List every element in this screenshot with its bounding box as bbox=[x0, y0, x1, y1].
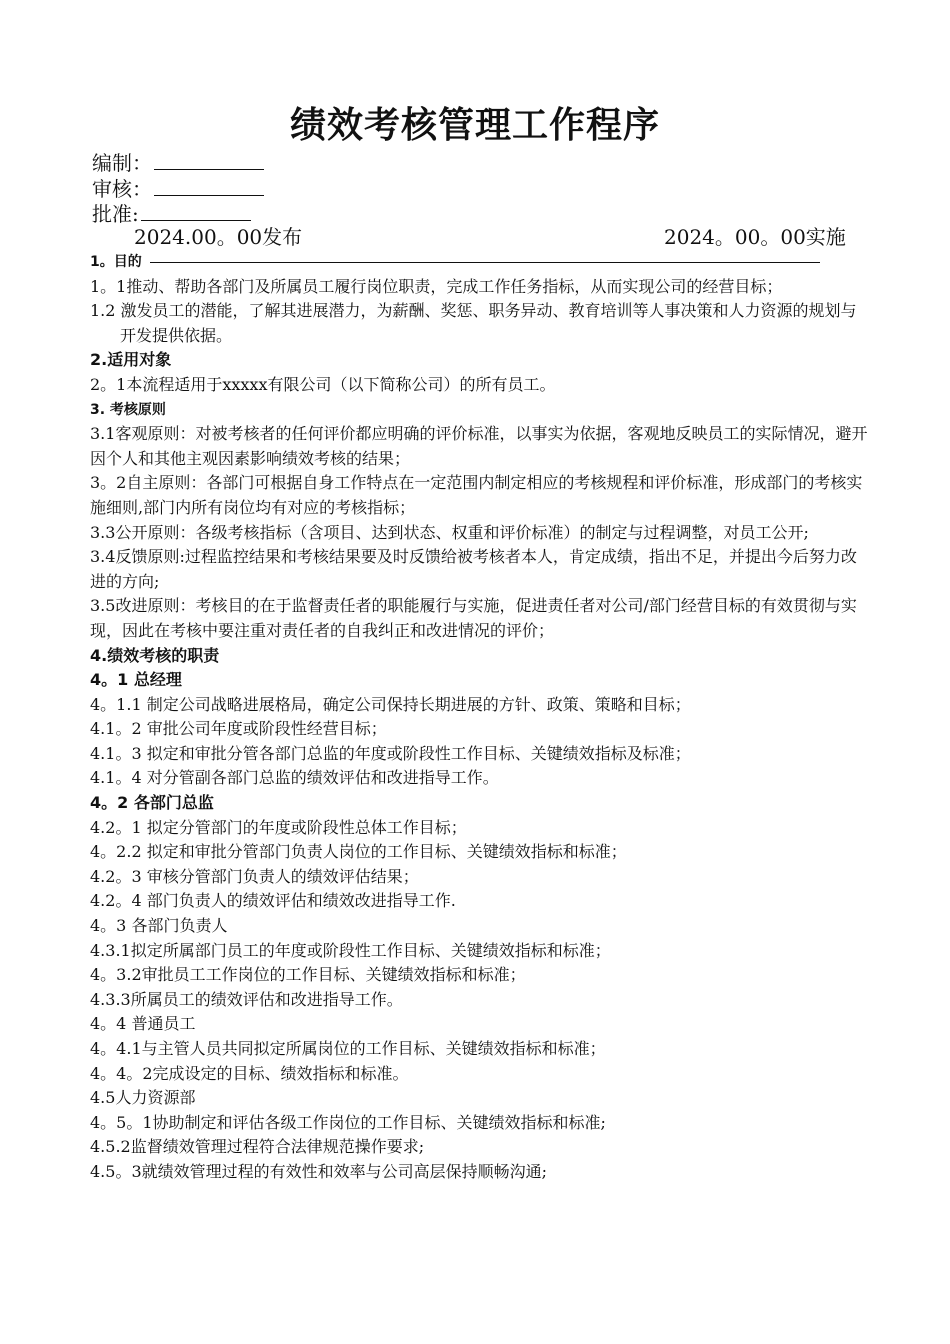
approve-label: 批准: bbox=[92, 202, 139, 226]
paragraph: 1.2 激发员工的潜能，了解其进展潜力，为薪酬、奖惩、职务异动、教育培训等人事决策和人力资源的规划与开发提供依据。 bbox=[90, 301, 857, 345]
paragraph: 4.5。3就绩效管理过程的有效性和效率与公司高层保持顺畅沟通; bbox=[90, 1161, 548, 1181]
paragraph: 1。1推动、帮助各部门及所属员工履行岗位职责，完成工作任务指标，从而实现公司的经营目标； bbox=[90, 276, 783, 296]
paragraph: 4。4。2完成设定的目标、绩效指标和标准。 bbox=[90, 1063, 409, 1083]
paragraph: 4.1。3 拟定和审批分管各部门总监的年度或阶段性工作目标、关键绩效指标及标准； bbox=[90, 743, 691, 763]
paragraph: 4.1。2 审批公司年度或阶段性经营目标； bbox=[90, 719, 387, 739]
paragraph: 2。1本流程适用于xxxxx有限公司（以下简称公司）的所有员工。 bbox=[90, 374, 556, 394]
paragraph: 4。2.2 拟定和审批分管部门负责人岗位的工作目标、关键绩效指标和标准； bbox=[90, 842, 627, 862]
paragraph: 4。4 普通员工 bbox=[90, 1014, 196, 1034]
paragraph: 3.1客观原则：对被考核者的任何评价都应明确的评价标准，以事实为依据，客观地反映员工的实际情况，避开因个人和其他主观因素影响绩效考核的结果； bbox=[90, 424, 868, 468]
paragraph: 3。2自主原则：各部门可根据自身工作特点在一定范围内制定相应的考核规程和评价标准，形成部门的考核实施细则,部门内所有岗位均有对应的考核指标； bbox=[90, 473, 863, 517]
section-heading: 4。2 各部门总监 bbox=[90, 793, 214, 813]
paragraph: 4.5人力资源部 bbox=[90, 1088, 196, 1108]
paragraph: 4。3 各部门负责人 bbox=[90, 916, 228, 936]
paragraph: 4.5.2监督绩效管理过程符合法律规范操作要求; bbox=[90, 1137, 425, 1157]
section-heading: 1。目的 bbox=[90, 254, 142, 270]
paragraph: 4。1.1 制定公司战略进展格局，确定公司保持长期进展的方针、政策、策略和目标； bbox=[90, 694, 691, 714]
paragraph: 4.2。3 审核分管部门负责人的绩效评估结果； bbox=[90, 866, 419, 886]
document-title: 绩效考核管理工作程序 bbox=[289, 105, 660, 146]
paragraph: 3.3公开原则：各级考核指标（含项目、达到状态、权重和评价标准）的制定与过程调整，对员工公开; bbox=[90, 522, 809, 542]
paragraph: 4。5。1协助制定和评估各级工作岗位的工作目标、关键绩效指标和标准; bbox=[90, 1112, 606, 1132]
section-heading: 4。1 总经理 bbox=[90, 670, 182, 690]
signoff-compile bbox=[92, 150, 264, 176]
review-blank bbox=[154, 177, 264, 196]
paragraph: 4.3.1拟定所属部门员工的年度或阶段性工作目标、关键绩效指标和标准； bbox=[90, 940, 611, 960]
paragraph: 4。4.1与主管人员共同拟定所属岗位的工作目标、关键绩效指标和标准； bbox=[90, 1039, 606, 1058]
approve-blank bbox=[141, 202, 251, 221]
signoff-review bbox=[92, 176, 264, 202]
review-label: 审核： bbox=[92, 177, 152, 201]
implement-date: 2024。00。00实施 bbox=[664, 225, 846, 249]
document-body bbox=[90, 250, 870, 1185]
publish-date: 2024.00。00发布 bbox=[134, 225, 303, 249]
section-heading: 2.适用对象 bbox=[90, 350, 172, 370]
compile-label: 编制： bbox=[92, 151, 152, 175]
compile-blank bbox=[154, 151, 264, 170]
paragraph: 4.1。4 对分管副各部门总监的绩效评估和改进指导工作。 bbox=[90, 768, 499, 788]
section-heading: 4.绩效考核的职责 bbox=[90, 645, 220, 665]
paragraph: 4.2。1 拟定分管部门的年度或阶段性总体工作目标； bbox=[90, 817, 467, 837]
paragraph: 3.5改进原则：考核目的在于监督责任者的职能履行与实施，促进责任者对公司/部门经营目标的有效贯彻与实现，因此在考核中要注重对责任者的自我纠正和改进情况的评价； bbox=[90, 596, 857, 640]
paragraph: 4。3.2审批员工工作岗位的工作目标、关键绩效指标和标准； bbox=[90, 965, 526, 985]
paragraph: 3.4反馈原则:过程监控结果和考核结果要及时反馈给被考核者本人，肯定成绩，指出不足，并提出今后努力改进的方向; bbox=[90, 547, 857, 591]
section-heading: 3. 考核原则 bbox=[90, 401, 166, 418]
paragraph: 4.2。4 部门负责人的绩效评估和绩效改进指导工作. bbox=[90, 891, 456, 911]
paragraph: 4.3.3所属员工的绩效评估和改进指导工作。 bbox=[90, 989, 403, 1009]
